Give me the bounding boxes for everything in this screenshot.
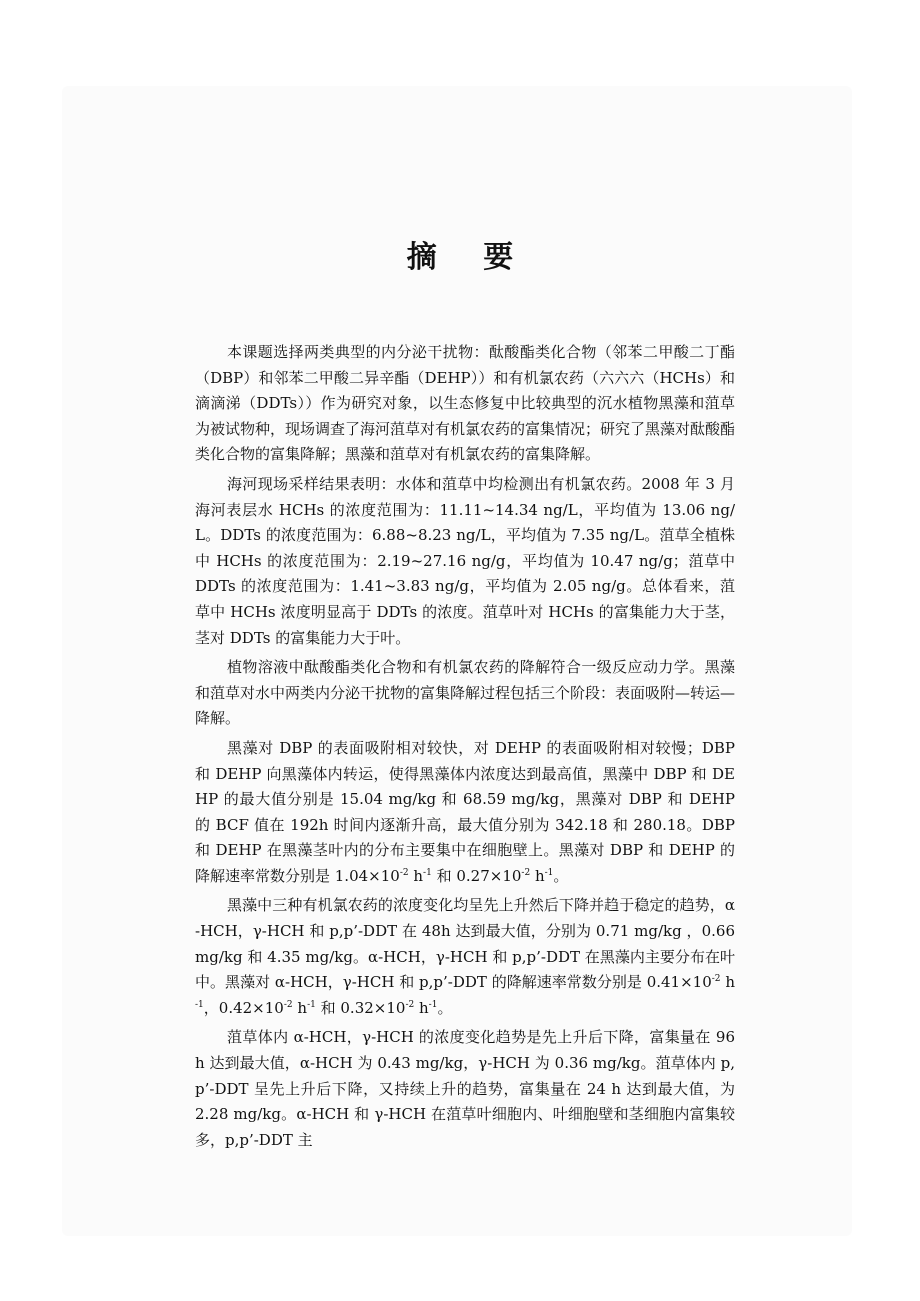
- abstract-paragraph: [195, 340, 735, 468]
- paragraph-text: h: [292, 998, 308, 1017]
- abstract-body: [195, 340, 735, 1157]
- superscript-exponent: -2: [521, 867, 531, 878]
- superscript-exponent: -1: [307, 999, 316, 1010]
- paragraph-text: 本课题选择两类典型的内分泌干扰物：酞酸酯类化合物（邻苯二甲酸二丁酯（DBP）和邻苯二甲酸二异辛酯（DEHP））和有机氯农药（六六六（HCHs）和滴滴涕（DDTs））作为研究对象，以生态修复中比较典型的沉水植物黑藻和菹草为被试物种，现场调查了海河菹草对有机氯农药的富集情况；研究了黑藻对酞酸酯类化合物的富集降解；黑藻和菹草对有机氯农药的富集降解。: [195, 343, 736, 464]
- abstract-paragraph: [195, 1025, 735, 1153]
- paragraph-text: h: [414, 998, 429, 1017]
- abstract-paragraph: [195, 655, 735, 732]
- paragraph-text: h: [408, 866, 424, 885]
- paragraph-text: 和 0.32×10: [315, 998, 406, 1017]
- paragraph-text: 。: [553, 866, 569, 885]
- paragraph-text: 菹草体内 α-HCH，γ-HCH 的浓度变化趋势是先上升后下降，富集量在 96 h 达到最大值，α-HCH 为 0.43 mg/kg，γ-HCH 为 0.36 mg/kg。菹草体内 p,p’-DDT 呈先上升后下降，又持续上升的趋势，富集量在 24 h 达到最大值，为 2.28 mg/kg。α-HCH 和 γ-HCH 在菹草叶细胞内、叶细胞壁和茎细胞内富集较多，p,p’-DDT 主: [195, 1028, 735, 1149]
- superscript-exponent: -2: [399, 867, 409, 878]
- paragraph-text: 黑藻对 DBP 的表面吸附相对较快，对 DEHP 的表面吸附相对较慢；DBP 和 DEHP 向黑藻体内转运，使得黑藻体内浓度达到最高值，黑藻中 DBP 和 DEHP 的最大值分别是 15.04 mg/kg 和 68.59 mg/kg，黑藻对 DBP 和 DEHP 的 BCF 值在 192h 时间内逐渐升高，最大值分别为 342.18 和 280.18。DBP 和 DEHP 在黑藻茎叶内的分布主要集中在细胞壁上。黑藻对 DBP 和 DEHP 的降解速率常数分别是 1.04×10: [195, 738, 735, 885]
- superscript-exponent: -1: [428, 999, 438, 1010]
- paragraph-text: 黑藻中三种有机氯农药的浓度变化均呈先上升然后下降并趋于稳定的趋势，α-HCH，γ-HCH 和 p,p’-DDT 在 48h 达到最大值，分别为 0.71 mg/kg ，0.66 mg/kg 和 4.35 mg/kg。α-HCH，γ-HCH 和 p,p’-DDT 在黑藻内主要分布在叶中。黑藻对 α-HCH，γ-HCH 和 p,p’-DDT 的降解速率常数分别是 0.41×10: [195, 896, 735, 992]
- paragraph-text: 海河现场采样结果表明：水体和菹草中均检测出有机氯农药。2008 年 3 月海河表层水 HCHs 的浓度范围为：11.11~14.34 ng/L，平均值为 13.06 ng/L。DDTs 的浓度范围为：6.88~8.23 ng/L，平均值为 7.35 ng/L。菹草全植株中 HCHs 的浓度范围为：2.19~27.16 ng/g，平均值为 10.47 ng/g；菹草中 DDTs 的浓度范围为：1.41~3.83 ng/g，平均值为 2.05 ng/g。总体看来，菹草中 HCHs 浓度明显高于 DDTs 的浓度。菹草叶对 HCHs 的富集能力大于茎，茎对 DDTs 的富集能力大于叶。: [195, 474, 735, 647]
- paragraph-text: 。: [437, 998, 453, 1017]
- paragraph-text: ，0.42×10: [203, 998, 284, 1017]
- page-title: 摘 要: [406, 240, 532, 275]
- superscript-exponent: -1: [195, 999, 204, 1010]
- superscript-exponent: -2: [711, 974, 721, 985]
- paragraph-text: 植物溶液中酞酸酯类化合物和有机氯农药的降解符合一级反应动力学。黑藻和菹草对水中两类内分泌干扰物的富集降解过程包括三个阶段：表面吸附—转运—降解。: [195, 658, 736, 728]
- abstract-paragraph: [195, 472, 735, 651]
- abstract-paragraph: [195, 736, 735, 890]
- paragraph-text: h: [530, 866, 545, 885]
- superscript-exponent: -1: [423, 867, 432, 878]
- paragraph-text: h: [720, 973, 735, 992]
- superscript-exponent: -2: [405, 999, 415, 1010]
- superscript-exponent: -1: [544, 867, 554, 878]
- abstract-paragraph: [195, 893, 735, 1021]
- superscript-exponent: -2: [283, 999, 293, 1010]
- paragraph-text: 和 0.27×10: [431, 866, 522, 885]
